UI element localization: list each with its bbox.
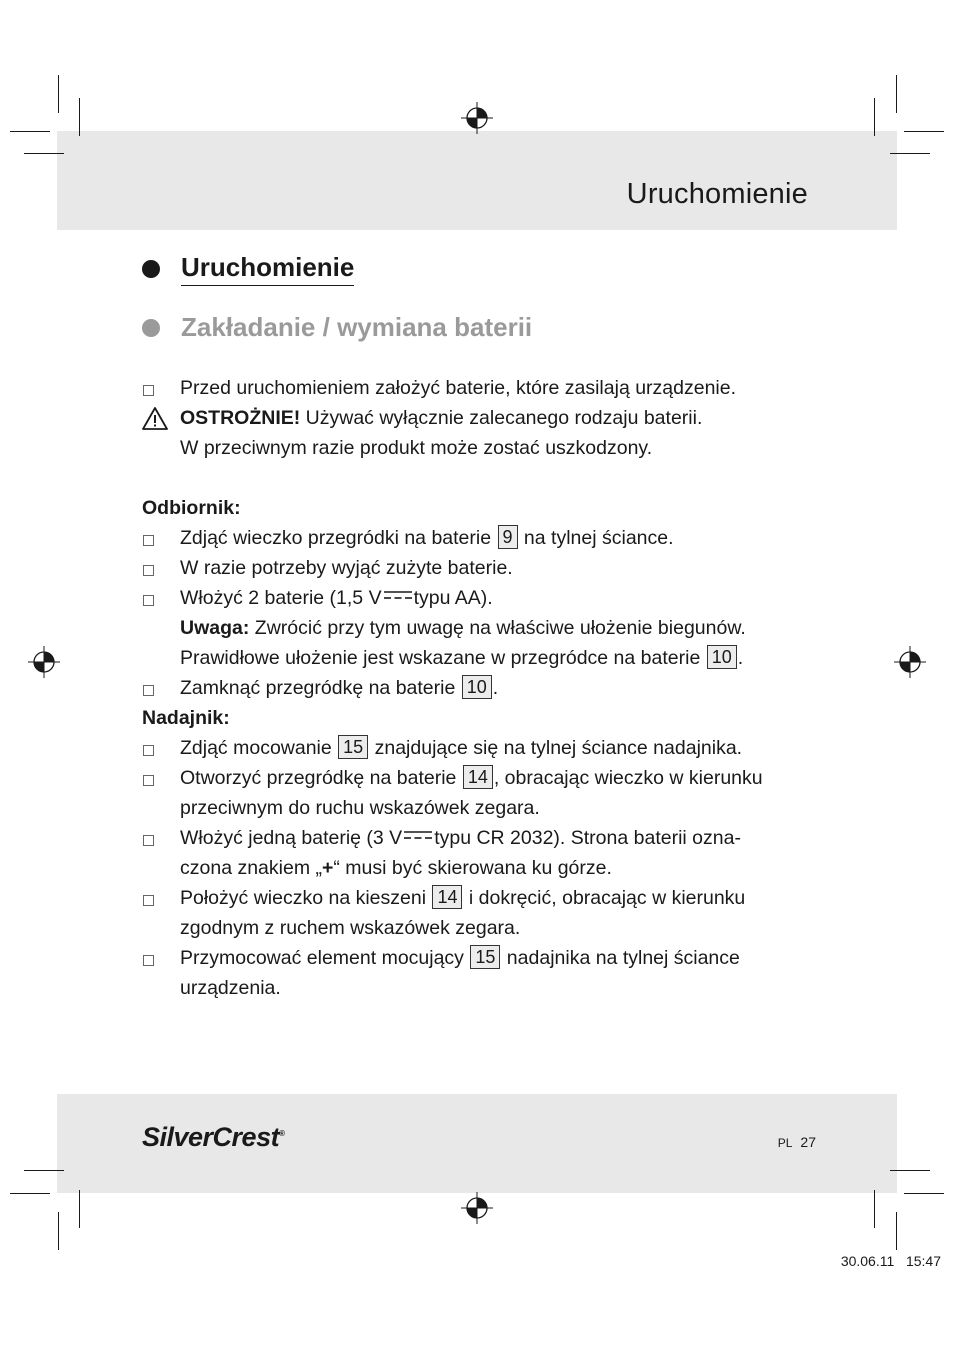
part-reference: 9	[498, 525, 518, 549]
crop-mark	[10, 131, 50, 132]
language-code: PL	[777, 1136, 793, 1150]
page-number	[778, 1134, 816, 1150]
checkbox-square-icon	[143, 745, 154, 756]
list-item: Zdjąć wieczko przegródki na baterie 9 na tylnej ściance.	[142, 523, 832, 553]
list-item	[142, 373, 832, 403]
warning-triangle-icon	[142, 406, 168, 432]
list-item: W razie potrzeby wyjąć zużyte baterie.	[142, 553, 832, 583]
crop-mark	[24, 1170, 64, 1171]
crop-mark	[10, 1193, 50, 1194]
plus-sign: +	[321, 857, 334, 879]
checkbox-square-icon	[143, 595, 154, 606]
crop-mark	[874, 1190, 875, 1228]
checkbox-square-icon	[143, 685, 154, 696]
list-item-continued: przeciwnym do ruchu wskazówek zegara.	[180, 797, 540, 819]
list-item: Otworzyć przegródkę na baterie 14 , obracając wieczko w kierunku	[142, 763, 832, 793]
list-item: Przymocować element mocujący 15 nadajnika na tylnej ściance	[142, 943, 832, 973]
checkbox-square-icon	[143, 535, 154, 546]
crop-mark	[904, 131, 944, 132]
crop-mark	[904, 1193, 944, 1194]
crop-mark	[874, 98, 875, 136]
receiver-heading: Odbiornik:	[142, 497, 241, 519]
section-heading	[142, 252, 354, 286]
registration-mark-icon	[28, 646, 60, 678]
heading-bullet-icon	[142, 319, 160, 337]
crop-mark	[896, 75, 897, 113]
crop-mark	[79, 98, 80, 136]
checkbox-square-icon	[143, 895, 154, 906]
crop-mark	[896, 1212, 897, 1250]
subsection-title: Zakładanie / wymiana baterii	[181, 312, 533, 342]
transmitter-heading: Nadajnik:	[142, 707, 230, 729]
registration-mark-icon	[894, 646, 926, 678]
instructions	[142, 373, 832, 1003]
part-reference: 15	[470, 945, 500, 969]
list-item: Położyć wieczko na kieszeni 14 i dokręcić, obracając w kierunku	[142, 883, 832, 913]
crop-mark	[24, 153, 64, 154]
crop-mark	[79, 1190, 80, 1228]
caution-text-2: W przeciwnym razie produkt może zostać uszkodzony.	[180, 437, 653, 459]
section-title: Uruchomienie	[181, 252, 354, 286]
part-reference: 14	[432, 885, 462, 909]
header-title: Uruchomienie	[626, 178, 808, 210]
crop-mark	[58, 75, 59, 113]
list-item: Włożyć jedną baterię (3 V typu CR 2032). Strona baterii ozna-	[142, 823, 832, 853]
dc-current-symbol-icon	[404, 830, 432, 840]
registration-mark-icon	[461, 1192, 493, 1224]
list-item-text: Przed uruchomieniem założyć baterie, które zasilają urządzenie.	[180, 377, 737, 399]
part-reference: 14	[463, 765, 493, 789]
caution-label: OSTROŻNIE!	[180, 407, 301, 429]
part-reference: 10	[707, 645, 737, 669]
checkbox-square-icon	[143, 385, 154, 396]
crop-mark	[890, 1170, 930, 1171]
list-item: Zdjąć mocowanie 15 znajdujące się na tylnej ściance nadajnika.	[142, 733, 832, 763]
checkbox-square-icon	[143, 565, 154, 576]
page-number-value: 27	[800, 1134, 816, 1150]
list-item: Zamknąć przegródkę na baterie 10 .	[142, 673, 832, 703]
checkbox-square-icon	[143, 775, 154, 786]
list-item-continued: urządzenia.	[180, 977, 281, 999]
checkbox-square-icon	[143, 955, 154, 966]
list-item-continued: czona znakiem „+“ musi być skierowana ku górze.	[180, 857, 612, 879]
registration-mark-icon	[461, 102, 493, 134]
note: Uwaga: Zwrócić przy tym uwagę na właściwe ułożenie biegunów.	[180, 617, 746, 639]
checkbox-square-icon	[143, 835, 154, 846]
dc-current-symbol-icon	[384, 590, 412, 600]
list-item-continued: zgodnym z ruchem wskazówek zegara.	[180, 917, 521, 939]
print-timestamp: 30.06.11 15:47	[840, 1253, 941, 1269]
caution-note-continued	[142, 433, 832, 463]
brand-logo: SilverCrest®	[142, 1122, 285, 1152]
crop-mark	[58, 1212, 59, 1250]
heading-bullet-icon	[142, 260, 160, 278]
list-item: Włożyć 2 baterie (1,5 V typu AA).	[142, 583, 832, 613]
caution-text: OSTROŻNIE! Używać wyłącznie zalecanego rodzaju baterii.	[180, 407, 703, 429]
caution-note	[142, 403, 832, 433]
part-reference: 10	[462, 675, 492, 699]
note-continued: Prawidłowe ułożenie jest wskazane w przegródce na baterie 10 .	[180, 647, 744, 669]
crop-mark	[890, 153, 930, 154]
subsection-heading	[142, 312, 532, 343]
note-label: Uwaga:	[180, 617, 250, 639]
part-reference: 15	[338, 735, 368, 759]
